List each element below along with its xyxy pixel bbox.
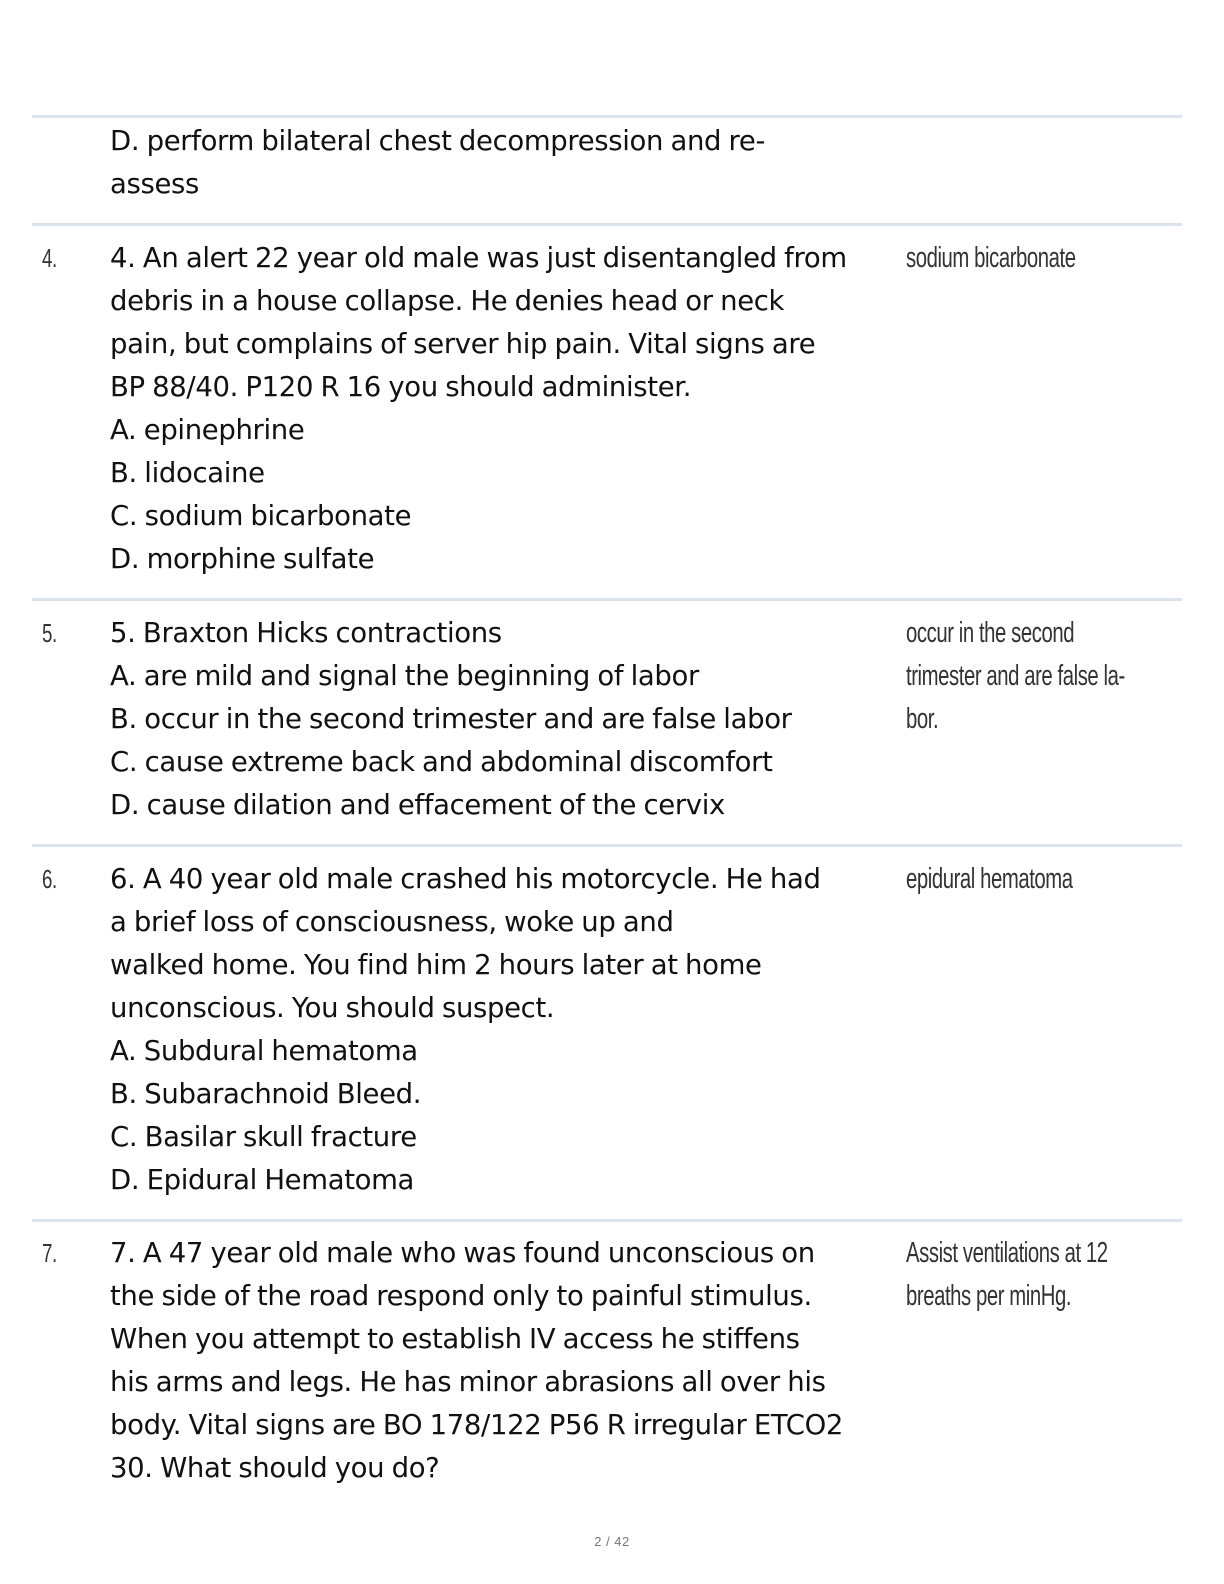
answer-line: epidural hematoma — [906, 863, 1073, 895]
question-line: a brief loss of consciousness, woke up and — [110, 906, 674, 938]
text-line: assess — [110, 168, 199, 200]
answer-line: Assist ventilations at 12 — [906, 1237, 1108, 1269]
question-number: 5. — [42, 618, 57, 648]
page-indicator: 2 / 42 — [594, 1534, 630, 1549]
option-line: D. cause dilation and effacement of the cervix — [110, 789, 725, 821]
question-line: 7. A 47 year old male who was found unconscious on — [110, 1237, 815, 1269]
question-line: When you attempt to establish IV access he stiffens — [110, 1323, 800, 1355]
option-line: C. Basilar skull fracture — [110, 1121, 417, 1153]
answer-line: breaths per minHg. — [906, 1280, 1072, 1312]
option-line: D. Epidural Hematoma — [110, 1164, 415, 1196]
question-line: the side of the road respond only to painful stimulus. — [110, 1280, 812, 1312]
question-line: 6. A 40 year old male crashed his motorcycle. He had — [110, 863, 821, 895]
answer-text — [906, 1232, 1172, 1318]
option-line: C. sodium bicarbonate — [110, 500, 412, 532]
option-line: D. morphine sulfate — [110, 543, 375, 575]
question-line: his arms and legs. He has minor abrasions all over his — [110, 1366, 826, 1398]
question-line: BP 88/40. P120 R 16 you should administer. — [110, 371, 692, 403]
row-divider — [32, 598, 1182, 601]
question-text — [110, 1232, 910, 1490]
option-line: A. epinephrine — [110, 414, 305, 446]
question-line: 5. Braxton Hicks contractions — [110, 617, 502, 649]
option-line: B. occur in the second trimester and are false labor — [110, 703, 792, 735]
answer-line: bor. — [906, 703, 939, 735]
row-divider — [32, 223, 1182, 226]
row-divider — [32, 115, 1182, 118]
question-line: walked home. You find him 2 hours later at home — [110, 949, 762, 981]
question-number: 7. — [42, 1238, 57, 1268]
question-text — [110, 612, 910, 827]
answer-line: sodium bicarbonate — [906, 242, 1076, 274]
question-text — [110, 237, 910, 581]
option-line: C. cause extreme back and abdominal discomfort — [110, 746, 773, 778]
answer-line: trimester and are false la- — [906, 660, 1125, 692]
row-divider — [32, 1219, 1182, 1222]
question-line: 30. What should you do? — [110, 1452, 440, 1484]
option-line: A. are mild and signal the beginning of labor — [110, 660, 699, 692]
question-line: body. Vital signs are BO 178/122 P56 R irregular ETCO2 — [110, 1409, 844, 1441]
row-divider — [32, 844, 1182, 847]
answer-text — [906, 612, 1172, 741]
question-text — [110, 858, 910, 1202]
answer-text — [906, 237, 1172, 280]
question-line: 4. An alert 22 year old male was just disentangled from — [110, 242, 847, 274]
question-line: unconscious. You should suspect. — [110, 992, 555, 1024]
question-line: debris in a house collapse. He denies head or neck — [110, 285, 785, 317]
option-line: A. Subdural hematoma — [110, 1035, 418, 1067]
answer-line: occur in the second — [906, 617, 1075, 649]
answer-text — [906, 858, 1172, 901]
option-line: B. lidocaine — [110, 457, 265, 489]
text-line: D. perform bilateral chest decompression and re- — [110, 125, 766, 157]
question-number: 4. — [42, 243, 57, 273]
question-line: pain, but complains of server hip pain. Vital signs are — [110, 328, 816, 360]
option-line: B. Subarachnoid Bleed. — [110, 1078, 422, 1110]
continuation-text — [110, 120, 910, 206]
question-number: 6. — [42, 864, 57, 894]
